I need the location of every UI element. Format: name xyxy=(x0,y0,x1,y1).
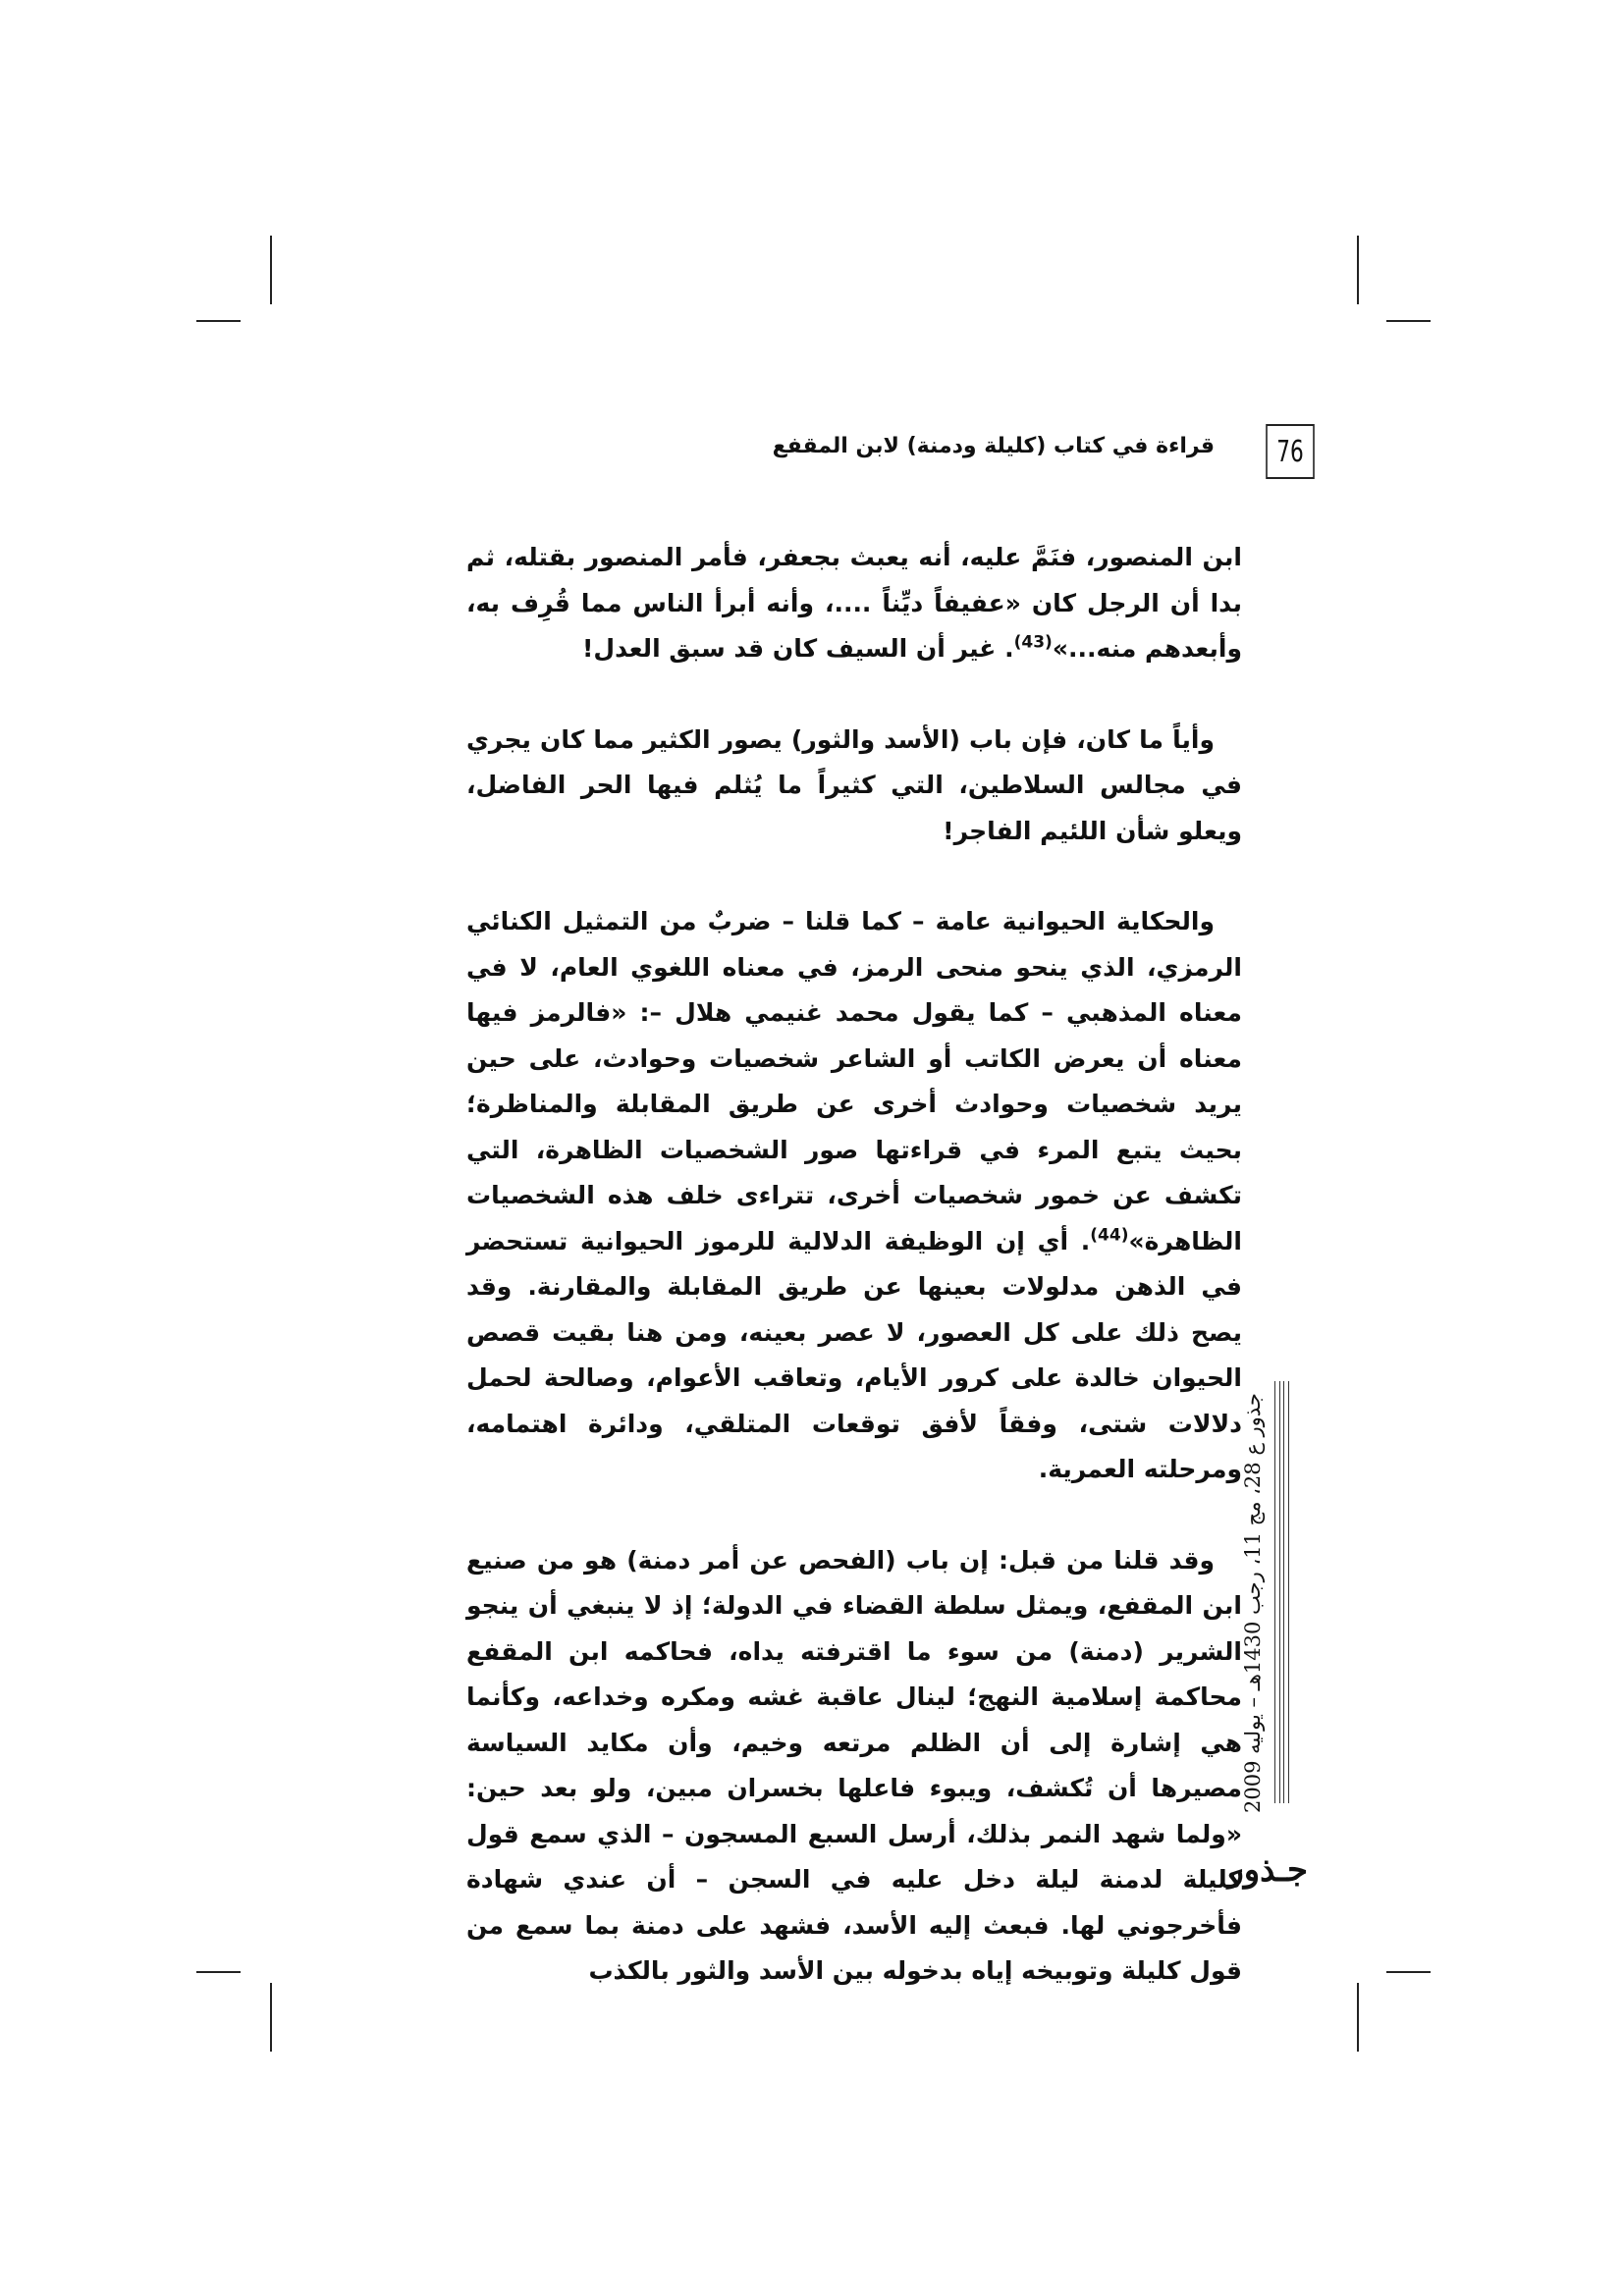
footnote-ref: (43) xyxy=(1013,632,1053,653)
paragraph: وقد قلنا من قبل: إن باب (الفحص عن أمر دمنة) هو من صنيع ابن المقفع، ويمثل سلطة القضاء في الدولة؛ إذ لا ينبغي أن ينجو الشرير (دمنة) من سوء ما اقترفته يداه، فحاكمه ابن المقفع محاكمة إسلامية النهج؛ لينال عاقبة غشه ومكره وخداعه، وكأنما هي إشارة إلى أن الظلم مرتعه وخيم، وأن مكايد السياسة مصيرها أن تُكشف، ويبوء فاعلها بخسران مبين، ولو بعد حين: «ولما شهد النمر بذلك، أرسل السبع المسجون – الذي سمع قول كليلة لدمنة ليلة دخل عليه في السجن – أن عندي شهادة فأخرجوني لها. فبعث إليه الأسد، فشهد على دمنة بما سمع من قول كليلة وتوبيخه إياه بدخوله بين الأسد والثور بالكذب xyxy=(466,1545,1242,1985)
divider xyxy=(1283,1381,1289,1803)
divider xyxy=(1274,1381,1280,1803)
crop-mark xyxy=(270,236,272,304)
running-title: قراءة في كتاب (كليلة ودمنة) لابن المقفع xyxy=(772,434,1215,458)
crop-mark xyxy=(270,1983,272,2052)
paragraph: ابن المنصور، فنَمَّ عليه، أنه يعبث بجعفر، فأمر المنصور بقتله، ثم بدا أن الرجل كان «عفيفاً ديِّناً ....، وأنه أبرأ الناس مما قُرِف به، وأبعدهم منه...»$^{(43)}$. غير أن السيف كان قد سبق العدل! xyxy=(466,543,1242,663)
footnote-ref: (44) xyxy=(1090,1225,1129,1246)
page-header xyxy=(772,424,1321,483)
article-body xyxy=(466,535,1242,2040)
page-number: 76 xyxy=(1266,424,1315,479)
crop-mark xyxy=(1386,1971,1431,1973)
issue-info: جذور ع 28، مج 11، رجب 1430هـ – يوليه 2009 xyxy=(1241,1393,1265,1813)
crop-mark xyxy=(196,1971,241,1973)
journal-logo: جـذور xyxy=(1227,1850,1308,1890)
crop-mark xyxy=(1386,320,1431,322)
crop-mark xyxy=(1357,1983,1359,2052)
issue-info-strip xyxy=(1233,1381,1272,1813)
crop-mark xyxy=(196,320,241,322)
paragraph: وأياً ما كان، فإن باب (الأسد والثور) يصور الكثير مما كان يجري في مجالس السلاطين، التي كثيراً ما يُثلم فيها الحر الفاضل، ويعلو شأن اللئيم الفاجر! xyxy=(466,724,1242,845)
crop-mark xyxy=(1357,236,1359,304)
paragraph: والحكاية الحيوانية عامة – كما قلنا – ضربٌ من التمثيل الكنائي الرمزي، الذي ينحو منحى الرمز، في معناه اللغوي العام، لا في معناه المذهبي – كما يقول محمد غنيمي هلال –: «فالرمز فيها معناه أن يعرض الكاتب أو الشاعر شخصيات وحوادث، على حين يريد شخصيات وحوادث أخرى عن طريق المقابلة والمناظرة؛ بحيث يتبع المرء في قراءتها صور الشخصيات الظاهرة، التي تكشف عن خمور شخصيات أخرى، تتراءى خلف هذه الشخصيات الظاهرة»$^{(44)}$. أي إن الوظيفة الدلالية للرموز الحيوانية تستحضر في الذهن مدلولات بعينها عن طريق المقابلة والمقارنة. وقد يصح ذلك على كل العصور، لا عصر بعينه، ومن هنا بقيت قصص الحيوان خالدة على كرور الأيام، وتعاقب الأعوام، وصالحة لحمل دلالات شتى، وفقاً لأفق توقعات المتلقي، ودائرة اهتمامه، ومرحلته العمرية. xyxy=(466,907,1242,1483)
